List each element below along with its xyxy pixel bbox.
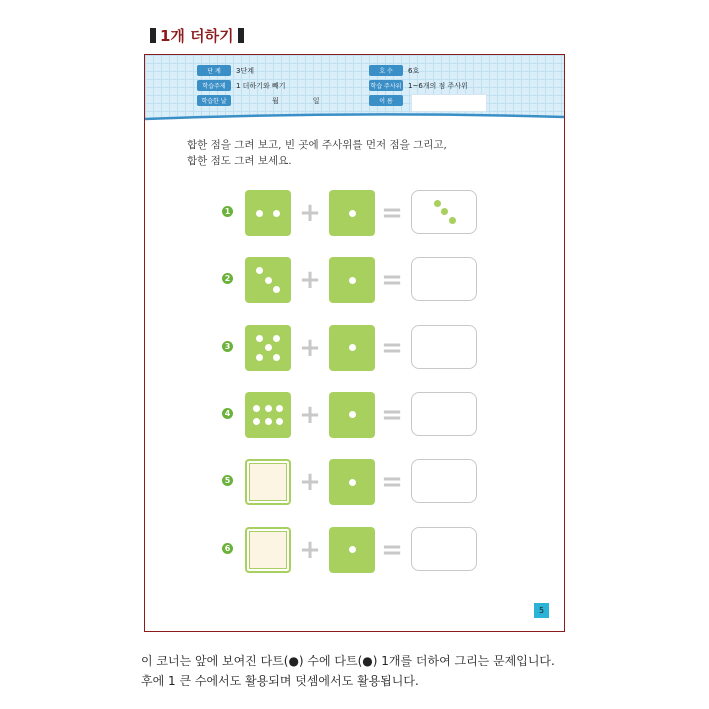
issue-value: 6호 bbox=[408, 66, 420, 75]
blank-die[interactable] bbox=[245, 459, 291, 505]
instruction bbox=[187, 137, 447, 169]
equals-sign: = bbox=[381, 399, 403, 430]
plus-sign: + bbox=[299, 265, 321, 296]
equals-sign: = bbox=[381, 198, 403, 228]
equals-sign: = bbox=[381, 534, 403, 565]
die-pip bbox=[265, 418, 272, 425]
first-die bbox=[245, 190, 291, 236]
die-pip bbox=[265, 405, 272, 412]
day-label: 일 bbox=[312, 96, 320, 105]
plus-sign: + bbox=[299, 467, 321, 498]
problem-number: 2 bbox=[222, 273, 233, 284]
blank-die[interactable] bbox=[245, 527, 291, 573]
die-pip bbox=[349, 411, 356, 418]
caption-line-2: 후에 1 큰 수에서도 활용되며 덧셈에서도 활용됩니다. bbox=[141, 674, 419, 688]
name-label: 이 름 bbox=[369, 95, 403, 106]
worksheet bbox=[144, 54, 565, 632]
caption bbox=[141, 651, 555, 691]
die-pip bbox=[256, 335, 263, 342]
problem-row bbox=[145, 392, 564, 438]
problem-number: 3 bbox=[222, 341, 233, 352]
problem-row bbox=[145, 325, 564, 371]
answer-box[interactable] bbox=[411, 257, 477, 301]
problem-number: 1 bbox=[222, 206, 233, 217]
first-die bbox=[245, 392, 291, 438]
page-title bbox=[146, 24, 248, 46]
die-pip bbox=[273, 286, 280, 293]
issue-label: 호 수 bbox=[369, 65, 403, 76]
answer-box[interactable] bbox=[411, 459, 477, 503]
answer-pip bbox=[434, 200, 441, 207]
title-left-bar bbox=[150, 28, 156, 43]
first-die bbox=[245, 257, 291, 303]
subject-value: 1 더하기와 빼기 bbox=[236, 81, 286, 90]
add-one-die bbox=[329, 325, 375, 371]
instruction-line-2: 합한 점도 그려 보세요. bbox=[187, 155, 292, 167]
caption-line-1: 이 코너는 앞에 보여진 다트(●) 수에 다트(●) 1개를 더하여 그리는 문제입니다. bbox=[141, 654, 555, 668]
answer-box[interactable] bbox=[411, 527, 477, 571]
add-one-die bbox=[329, 392, 375, 438]
answer-pip bbox=[441, 208, 448, 215]
problem-row bbox=[145, 257, 564, 303]
name-row bbox=[369, 95, 408, 106]
dice-value: 1~6개의 점 주사위 bbox=[408, 81, 468, 90]
dice-label: 학습 주사위 bbox=[369, 80, 403, 91]
die-pip bbox=[349, 344, 356, 351]
problem-row bbox=[145, 459, 564, 505]
subject-label: 학습주제 bbox=[197, 80, 231, 91]
name-field[interactable] bbox=[411, 94, 487, 112]
plus-sign: + bbox=[299, 534, 321, 565]
die-pip bbox=[253, 405, 260, 412]
stage-label: 단 계 bbox=[197, 65, 231, 76]
die-pip bbox=[349, 277, 356, 284]
title-right-bar bbox=[238, 28, 244, 43]
die-pip bbox=[276, 405, 283, 412]
title-text: 1개 더하기 bbox=[160, 26, 234, 45]
plus-sign: + bbox=[299, 332, 321, 363]
add-one-die bbox=[329, 257, 375, 303]
equals-sign: = bbox=[381, 332, 403, 363]
die-pip bbox=[265, 277, 272, 284]
add-one-die bbox=[329, 459, 375, 505]
date-row bbox=[197, 95, 320, 106]
answer-pip bbox=[449, 217, 456, 224]
die-pip bbox=[349, 210, 356, 217]
problem-row bbox=[145, 190, 564, 236]
problem-number: 6 bbox=[222, 543, 233, 554]
page-number: 5 bbox=[534, 603, 549, 618]
die-pip bbox=[276, 418, 283, 425]
answer-box[interactable] bbox=[411, 190, 477, 234]
problem-number: 5 bbox=[222, 475, 233, 486]
instruction-line-1: 합한 점을 그려 보고, 빈 곳에 주사위를 먼저 점을 그리고, bbox=[187, 139, 447, 151]
dice-row bbox=[369, 80, 468, 91]
first-die bbox=[245, 325, 291, 371]
problem-number: 4 bbox=[222, 408, 233, 419]
answer-box[interactable] bbox=[411, 392, 477, 436]
equals-sign: = bbox=[381, 265, 403, 296]
die-pip bbox=[273, 210, 280, 217]
plus-sign: + bbox=[299, 198, 321, 228]
die-pip bbox=[349, 479, 356, 486]
plus-sign: + bbox=[299, 399, 321, 430]
month-label: 월 bbox=[272, 96, 279, 105]
answer-box[interactable] bbox=[411, 325, 477, 369]
problem-row bbox=[145, 527, 564, 573]
equals-sign: = bbox=[381, 467, 403, 498]
die-pip bbox=[349, 546, 356, 553]
die-pip bbox=[256, 267, 263, 274]
die-pip bbox=[273, 354, 280, 361]
stage-value: 3단계 bbox=[236, 66, 254, 75]
add-one-die bbox=[329, 527, 375, 573]
die-pip bbox=[256, 210, 263, 217]
die-pip bbox=[256, 354, 263, 361]
die-pip bbox=[253, 418, 260, 425]
issue-row bbox=[369, 65, 419, 76]
die-pip bbox=[265, 344, 272, 351]
stage-row bbox=[197, 65, 254, 76]
subject-row bbox=[197, 80, 285, 91]
die-pip bbox=[273, 335, 280, 342]
date-label: 학습한 날 bbox=[197, 95, 231, 106]
add-one-die bbox=[329, 190, 375, 236]
header-wave bbox=[145, 113, 564, 125]
